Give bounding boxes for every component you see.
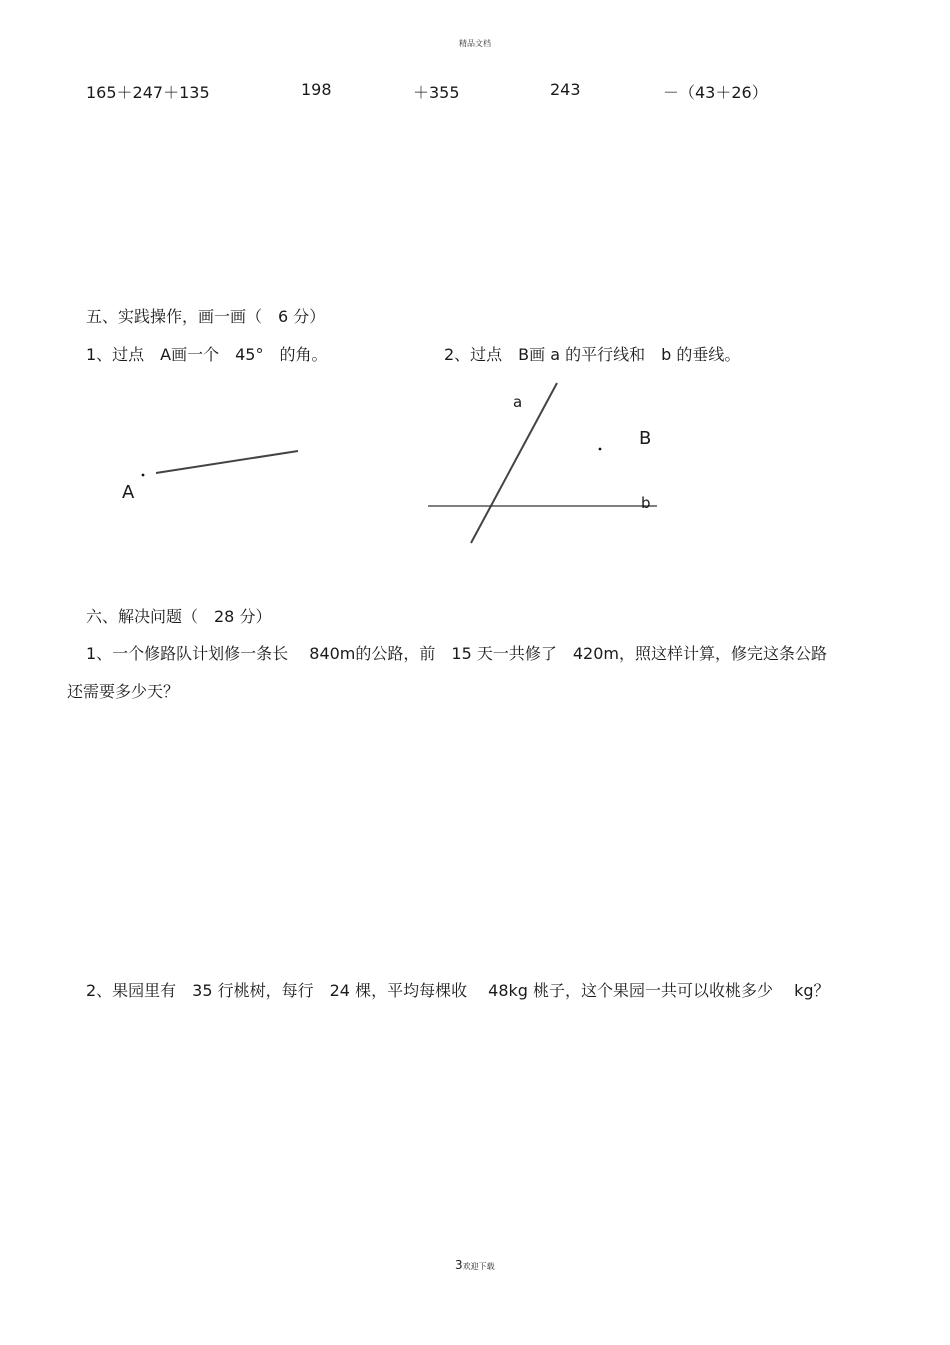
point-b-dot bbox=[599, 448, 602, 451]
section-5-question-2: 2、过点 B画 a 的平行线和 b 的垂线。 bbox=[444, 345, 741, 364]
page-footer bbox=[455, 1258, 495, 1273]
point-a-dot bbox=[142, 474, 145, 477]
section-6-question-1-line-2: 还需要多少天？ bbox=[67, 682, 180, 701]
section-6-question-1-line-1: 1、一个修路队计划修一条长 840m的公路，前 15 天一共修了 420m，照这样计算，修完这条公路 bbox=[86, 644, 827, 663]
section-5-title: 五、实践操作，画一画（ 6 分） bbox=[86, 307, 326, 326]
ray-from-a bbox=[156, 451, 298, 473]
footer-text: 欢迎下载 bbox=[462, 1262, 495, 1271]
page-header: 精品文档 bbox=[459, 39, 491, 48]
section-5-question-1: 1、过点 A画一个 45° 的角。 bbox=[86, 345, 328, 364]
label-line-b: b bbox=[641, 494, 651, 512]
label-point-A: A bbox=[122, 482, 135, 503]
calc-item-1: 165＋247＋135 bbox=[86, 83, 210, 102]
calc-item-3-operation: －（43＋26） bbox=[663, 83, 768, 102]
calc-item-3-number: 243 bbox=[550, 80, 581, 99]
section-6-question-2: 2、果园里有 35 行桃树，每行 24 棵，平均每棵收 48kg 桃子，这个果园一共可以收桃多少 kg？ bbox=[86, 981, 830, 1000]
calc-item-2-number: 198 bbox=[301, 80, 332, 99]
calc-item-2-operation: ＋355 bbox=[413, 83, 460, 102]
section-6-title: 六、解决问题（ 28 分） bbox=[86, 607, 272, 626]
label-line-a: a bbox=[513, 393, 523, 411]
page-number: 3 bbox=[455, 1258, 463, 1272]
label-point-B: B bbox=[639, 428, 652, 449]
